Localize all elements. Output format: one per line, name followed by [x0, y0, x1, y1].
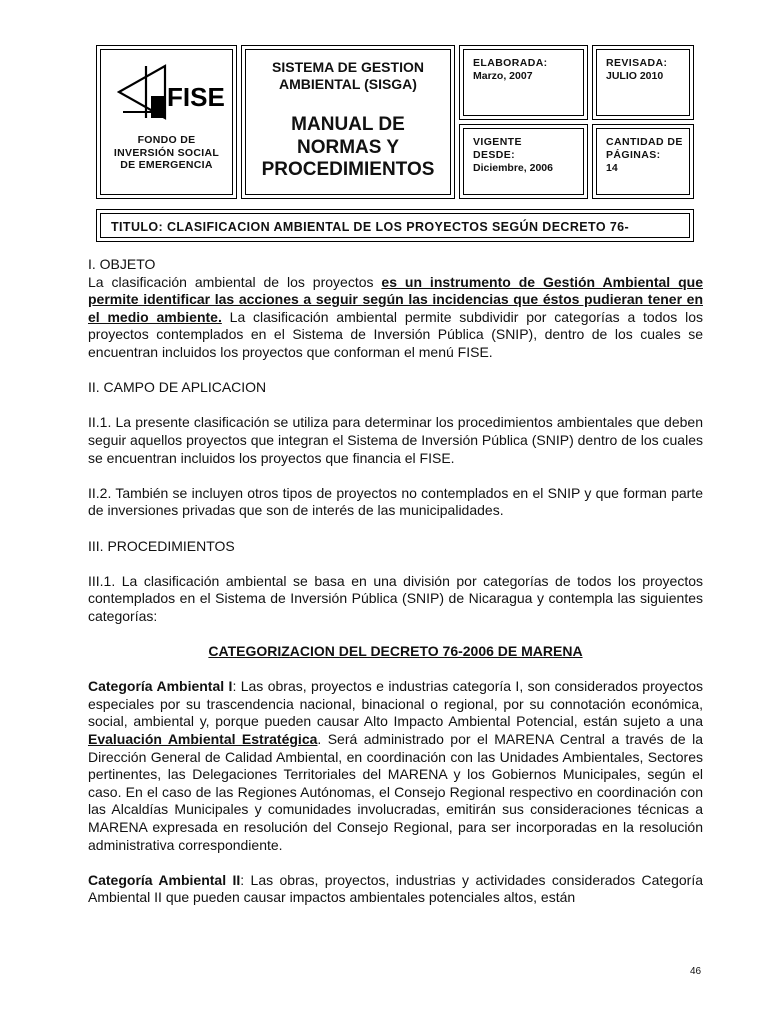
desde-label: DESDE: [473, 149, 516, 161]
page-number: 46 [690, 966, 702, 977]
title-bar [96, 209, 694, 242]
vigente-box [459, 124, 588, 199]
elaborada-label: ELABORADA: [473, 57, 548, 69]
vigente-label: VIGENTE [473, 136, 522, 148]
elaborada-value: Marzo, 2007 [473, 70, 533, 82]
logo-brand: FISE [167, 82, 225, 112]
paragraph-campo-2: II.2. También se incluyen otros tipos de proyectos no contemplados en el SNIP y que forman parte de inversiones privadas que son de interés de las municipalidades. [88, 484, 703, 519]
manual-title: MANUAL DE NORMAS Y PROCEDIMIENTOS [261, 114, 435, 180]
vigente-value: Diciembre, 2006 [473, 162, 553, 174]
paragraph-categoria-1: Categoría Ambiental I: Las obras, proyectos e industrias categoría I, son considerados proyectos especiales por su trascendencia nacional, binacional o regional, por su connotación económica, social, ambiental y, porque pueden causar Alto Impacto Ambiental Potencial, están sujeto a una Evaluación Ambiental Estratégica. Será administrado por el MARENA Central a través de la Dirección General de Calidad Ambiental, en coordinación con las Unidades Ambientales, Sectores pertinentes, las Delegaciones Territoriales del MARENA y los Gobiernos Municipales, según el caso. En el caso de las Regiones Autónomas, el Consejo Regional respectivo en coordinación con las Alcaldías Municipales y comunidades involucradas, emitirán sus consideraciones técnicas a MARENA expresada en resolución del Consejo Regional, para ser incorporadas en la resolución administrativa correspondiente. [88, 678, 703, 853]
categorizacion-heading: CATEGORIZACION DEL DECRETO 76-2006 DE MARENA [208, 643, 583, 660]
cantidad-value: 14 [606, 162, 618, 174]
revisada-box [592, 45, 694, 120]
fise-logo-icon [117, 64, 227, 122]
paginas-label: PÁGINAS: [606, 149, 661, 161]
paragraph-procedimientos-1: III.1. La clasificación ambiental se basa en una división por categorías de todos los proyectos contemplados en el Sistema de Inversión Pública (SNIP) de Nicaragua y contempla las siguientes categorías: [88, 572, 703, 624]
elaborada-box [459, 45, 588, 120]
section-heading-objeto: I. OBJETO [88, 256, 156, 272]
document-body [88, 256, 703, 907]
cantidad-box [592, 124, 694, 199]
cantidad-label: CANTIDAD DE [606, 136, 683, 148]
paragraph-objeto: La clasificación ambiental de los proyectos es un instrumento de Gestión Ambiental que permite identificar las acciones a seguir según las incidencias que éstos pudieran tener en el medio ambiente. La clasificación ambiental permite subdividir por categorías a todos los proyectos contemplados en el Sistema de Inversión Pública (SNIP), dentro de los cuales se encuentran incluidos los proyectos que conforman el menú FISE. [88, 273, 703, 360]
paragraph-categoria-2: Categoría Ambiental II: Las obras, proyectos, industrias y actividades considerados Categoría Ambiental II que pueden causar impactos ambientales potenciales altos, están [88, 871, 703, 906]
section-heading-procedimientos: III. PROCEDIMIENTOS [88, 537, 235, 554]
revisada-label: REVISADA: [606, 57, 668, 69]
paragraph-campo-1: II.1. La presente clasificación se utiliza para determinar los procedimientos ambientales que deben seguir aquellos proyectos que integran el Sistema de Inversión Pública (SNIP) dentro de los cuales se encuentran incluidos los proyectos que financia el FISE. [88, 414, 703, 466]
document-title: TITULO: CLASIFICACION AMBIENTAL DE LOS PROYECTOS SEGÚN DECRETO 76- [111, 220, 630, 234]
system-box [241, 45, 455, 199]
org-name: FONDO DE INVERSIÓN SOCIAL DE EMERGENCIA [113, 134, 220, 171]
section-heading-campo: II. CAMPO DE APLICACION [88, 379, 267, 396]
system-title: SISTEMA DE GESTION AMBIENTAL (SISGA) [272, 59, 424, 92]
logo-box [96, 45, 237, 199]
revisada-value: JULIO 2010 [606, 70, 664, 82]
